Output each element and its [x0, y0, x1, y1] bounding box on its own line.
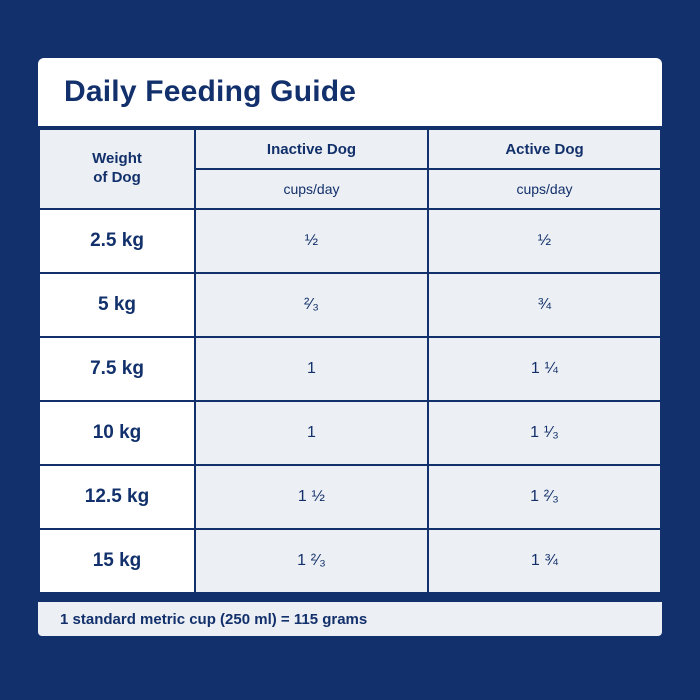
table-row	[40, 466, 660, 528]
row-inactive: ½	[196, 210, 427, 272]
table-header-row	[40, 130, 660, 168]
table-row	[40, 274, 660, 336]
feeding-guide-card	[38, 58, 662, 642]
header-active-unit: cups/day	[429, 170, 660, 208]
row-active: 1 ¹⁄₃	[429, 402, 660, 464]
row-weight: 12.5 kg	[40, 466, 194, 528]
row-active: 1 ²⁄₃	[429, 466, 660, 528]
table-row	[40, 338, 660, 400]
row-active: ¾	[429, 274, 660, 336]
header-weight-line1: Weight	[92, 150, 142, 168]
feeding-table	[38, 128, 662, 594]
header-inactive: Inactive Dog	[196, 130, 427, 168]
header-weight-line2: of Dog	[93, 169, 141, 186]
table-row	[40, 402, 660, 464]
row-inactive: ²⁄₃	[196, 274, 427, 336]
row-weight: 2.5 kg	[40, 210, 194, 272]
row-weight: 10 kg	[40, 402, 194, 464]
row-inactive: 1 ²⁄₃	[196, 530, 427, 592]
header-inactive-unit: cups/day	[196, 170, 427, 208]
page-title: Daily Feeding Guide	[64, 75, 357, 108]
table-row	[40, 530, 660, 592]
header-weight	[40, 130, 194, 208]
row-weight: 7.5 kg	[40, 338, 194, 400]
row-active: 1 ¼	[429, 338, 660, 400]
row-inactive: 1	[196, 402, 427, 464]
row-weight: 5 kg	[40, 274, 194, 336]
row-active: ½	[429, 210, 660, 272]
table-body	[40, 210, 660, 592]
card-header	[38, 58, 662, 126]
row-active: 1 ¾	[429, 530, 660, 592]
row-inactive: 1 ½	[196, 466, 427, 528]
table-header	[40, 130, 660, 208]
row-weight: 15 kg	[40, 530, 194, 592]
row-inactive: 1	[196, 338, 427, 400]
cup-conversion-note: 1 standard metric cup (250 ml) = 115 grams	[38, 602, 662, 636]
table-row	[40, 210, 660, 272]
header-active: Active Dog	[429, 130, 660, 168]
